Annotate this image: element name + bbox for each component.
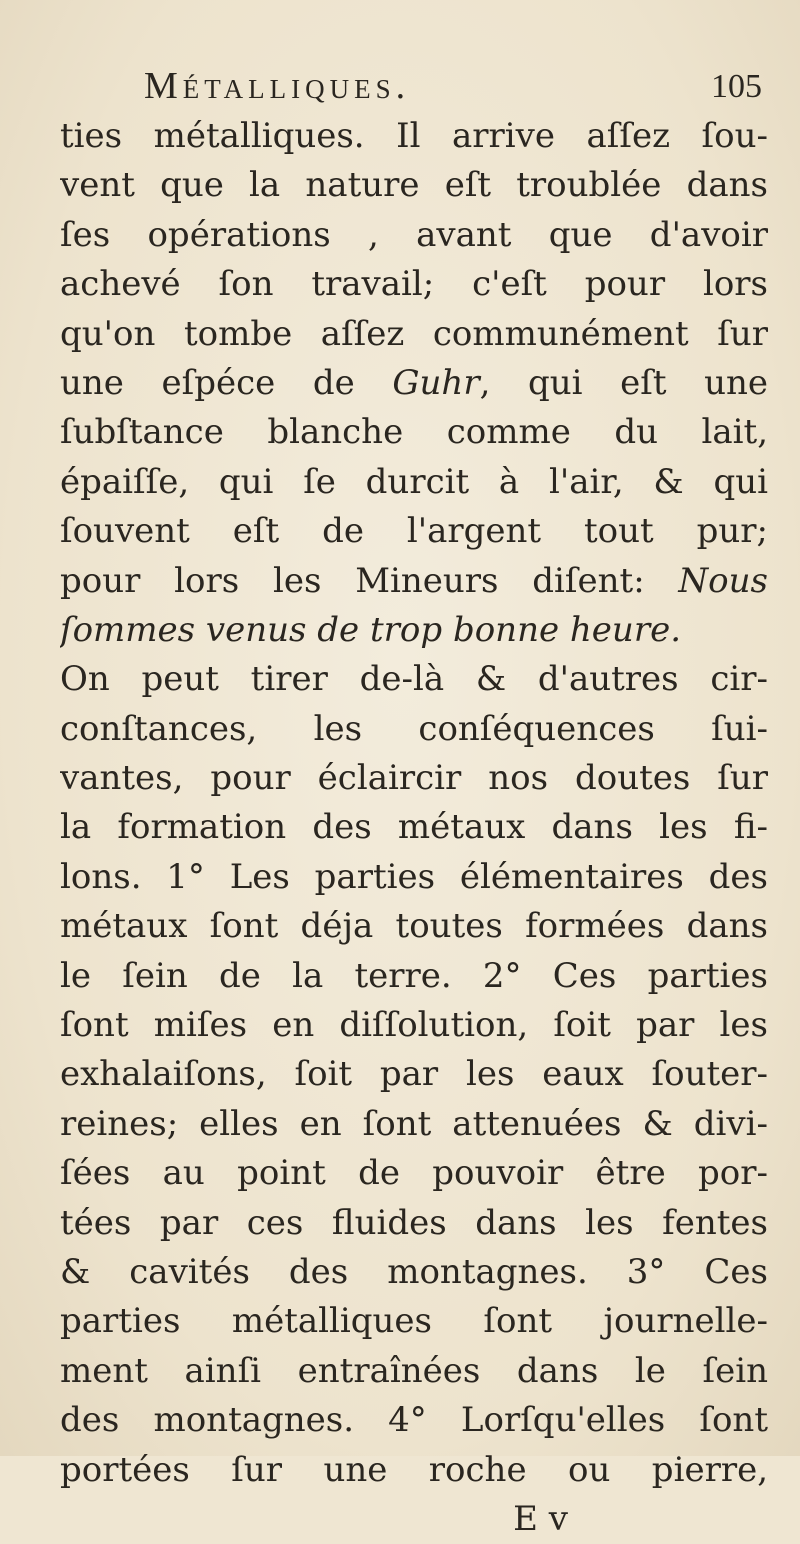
text-line-with-italic: [60, 557, 768, 606]
text-line: ſées au point de pouvoir être por-: [60, 1153, 768, 1194]
text-line: ties métalliques. Il arrive aſſez ſou-: [60, 116, 768, 156]
text-line: vent que la nature eſt troublée dans: [60, 165, 768, 206]
text-line: vantes, pour éclaircir nos doutes ſur: [60, 758, 768, 799]
body-text: [60, 112, 768, 1544]
text-line: métaux ſont déja toutes formées dans: [60, 906, 768, 947]
text-line: le ſein de la terre. 2° Ces parties: [60, 955, 768, 996]
text-line: achevé ſon travail; c'eſt pour lors: [60, 264, 768, 305]
text-line: épaiſſe, qui ſe durcit à l'air, & qui: [60, 461, 768, 502]
text-line: & cavités des montagnes. 3° Ces: [60, 1251, 768, 1292]
text-line: ſes opérations , avant que d'avoir: [60, 214, 768, 255]
running-title: Métalliques.: [144, 65, 411, 107]
text-line: lons. 1° Les parties élémentaires des: [60, 856, 768, 897]
text-line: ment ainſi entraînées dans le ſein: [60, 1350, 768, 1391]
text-segment: une eſpéce de: [60, 362, 393, 403]
text-line-with-italic: [60, 359, 768, 408]
text-line: qu'on tombe aſſez communément ſur: [60, 313, 768, 354]
text-line: parties métalliques ſont journelle-: [60, 1301, 768, 1342]
text-segment: , qui eſt une: [479, 362, 768, 403]
text-line: la formation des métaux dans les fi-: [60, 807, 768, 848]
text-line: tées par ces fluides dans les fentes: [60, 1202, 768, 1243]
page-number: 105: [711, 68, 762, 105]
text-line: des montagnes. 4° Lorſqu'elles ſont: [60, 1400, 768, 1441]
text-line: conſtances, les conſéquences ſui-: [60, 708, 768, 749]
italic-quote-line: ſommes venus de trop bonne heure.: [60, 609, 681, 650]
text-line: exhalaiſons, ſoit par les eaux ſouter-: [60, 1054, 768, 1095]
running-head: [60, 64, 780, 112]
text-line: ſubſtance blanche comme du lait,: [60, 412, 768, 453]
text-line: portées ſur une roche ou pierre,: [60, 1449, 768, 1490]
text-line: On peut tirer de-là & d'autres cir-: [60, 659, 768, 700]
text-line: reines; elles en ſont attenuées & divi-: [60, 1103, 768, 1144]
italic-quote-start: Nous: [678, 560, 768, 601]
text-segment: pour lors les Mineurs diſent:: [60, 560, 679, 601]
italic-term-guhr: Guhr: [392, 362, 480, 403]
text-line: ſouvent eſt de l'argent tout pur;: [60, 511, 768, 552]
text-line: ſont miſes en diſſolution, ſoit par les: [60, 1005, 768, 1046]
signature-mark: E v: [513, 1498, 568, 1539]
